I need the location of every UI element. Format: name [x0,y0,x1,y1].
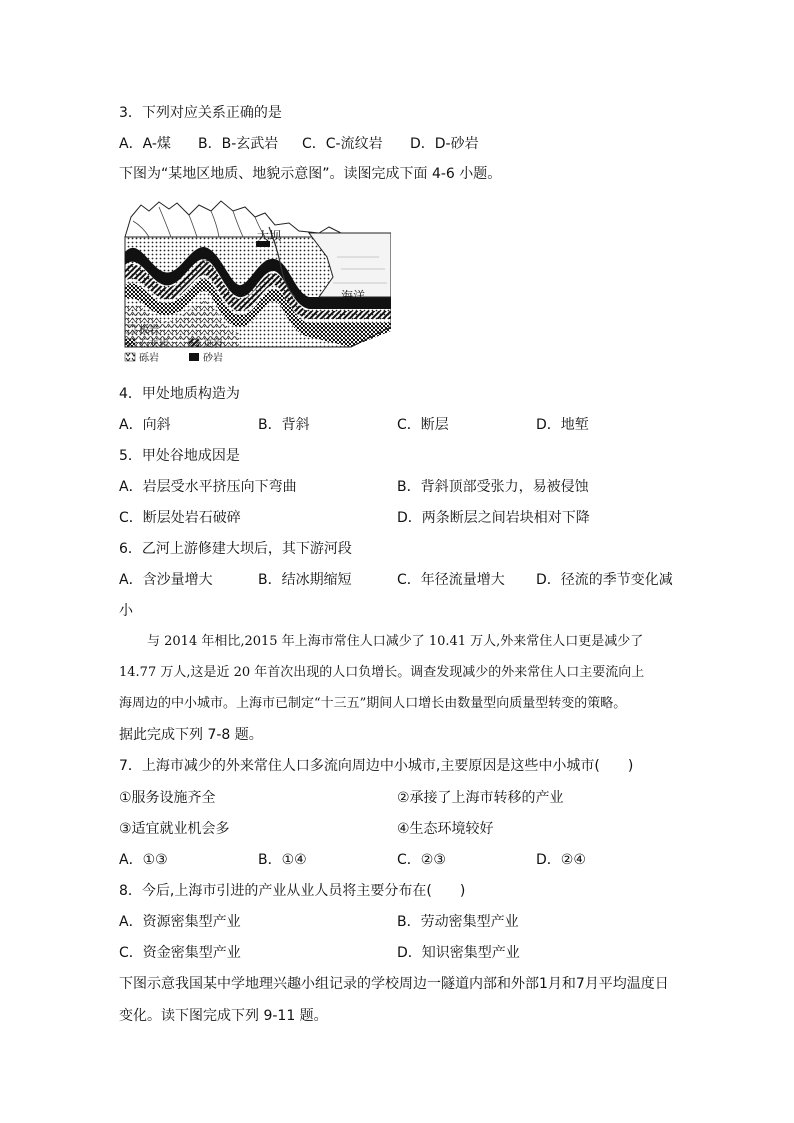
legend-swatch-shale [189,339,199,347]
q4-stem: 4．甲处地质构造为 [119,386,240,402]
q5-option-c: C．断层处岩石破碎 [119,510,241,526]
intro-9-11-line2: 变化。读下图完成下列 9-11 题。 [119,1008,328,1024]
q4-option-d: D．地堑 [536,417,589,433]
q3-option-c: C．C-流纹岩 [302,136,383,152]
q5-option-d: D．两条断层之间岩块相对下降 [397,510,590,526]
geology-diagram [119,197,391,369]
q7-option-c: C．②③ [397,852,446,868]
q7-item-3: ③适宜就业机会多 [119,821,230,837]
q8-option-c: C．资金密集型产业 [119,945,241,961]
legend-label-limestone: 石灰岩 [139,339,169,350]
label-yi: 乙 [264,258,277,272]
legend-swatch-conglomerate [125,353,135,361]
q5-option-a: A．岩层受水平挤压向下弯曲 [119,479,297,495]
q3-option-b: B．B-玄武岩 [198,136,279,152]
q8-option-d: D．知识密集型产业 [397,945,520,961]
passage-7-8-line4: 据此完成下列 7-8 题。 [119,727,263,743]
block-body [125,201,391,347]
legend-label-slate: 板岩 [139,325,159,336]
q6-option-a: A．含沙量增大 [119,572,213,588]
q7-item-1: ①服务设施齐全 [119,790,216,806]
q5-option-b: B．背斜顶部受张力，易被侵蚀 [397,479,589,495]
geology-figure [119,197,391,369]
q6-option-b: B．结冰期缩短 [258,572,352,588]
q4-option-b: B．背斜 [258,417,310,433]
q3-stem: 3．下列对应关系正确的是 [119,105,282,121]
q6-stem: 6．乙河上游修建大坝后，其下游河段 [119,541,352,557]
label-dam: 大坝 [257,229,282,243]
q3-option-a: A．A-煤 [119,136,171,152]
legend-swatch-sandstone [189,353,199,361]
legend-label-conglomerate: 砾岩 [139,353,159,364]
q7-option-b: B．①④ [258,852,307,868]
q3-option-d: D．D-砂岩 [410,136,479,152]
intro-9-11-line1: 下图示意我国某中学地理兴趣小组记录的学校周边一隧道内部和外部1月和7月平均温度日 [119,976,669,992]
q6-option-d-wrap: 小 [119,603,133,619]
label-jia: 甲 [201,253,214,267]
q8-stem: 8．今后,上海市引进的产业从业人员将主要分布在( ) [119,883,466,899]
passage-7-8-line2: 14.77 万人,这是近 20 年首次出现的人口负增长。调查发现减少的外来常住人口主要流向上 [119,665,645,680]
passage-7-8-line3: 海周边的中小城市。上海市已制定“十三五”期间人口增长由数量型向质量型转变的策略。 [119,696,627,711]
legend-swatch-limestone [125,339,135,347]
legend-swatch-slate [125,325,135,333]
legend-label-sandstone: 砂岩 [203,353,223,364]
passage-7-8-line1: 与 2014 年相比,2015 年上海市常住人口减少了 10.41 万人,外来常住人口更是减少了 [147,634,644,649]
label-ocean: 海洋 [341,289,366,303]
q7-option-d: D．②④ [536,852,586,868]
q6-option-d: D．径流的季节变化减 [536,572,673,588]
intro-4-6: 下图为“某地区地质、地貌示意图”。读图完成下面 4-6 小题。 [119,166,502,182]
q4-option-a: A．向斜 [119,417,171,433]
q8-option-b: B．劳动密集型产业 [397,914,519,930]
q4-option-c: C．断层 [397,417,449,433]
q7-item-2: ②承接了上海市转移的产业 [397,790,564,806]
q5-stem: 5．甲处谷地成因是 [119,448,240,464]
q7-stem: 7．上海市减少的外来常住人口多流向周边中小城市,主要原因是这些中小城市( ) [119,758,634,774]
q6-option-c: C．年径流量增大 [397,572,505,588]
q7-option-a: A．①③ [119,852,168,868]
legend-label-shale: 页岩 [203,339,223,350]
q7-item-4: ④生态环境较好 [397,821,494,837]
q8-option-a: A．资源密集型产业 [119,914,241,930]
